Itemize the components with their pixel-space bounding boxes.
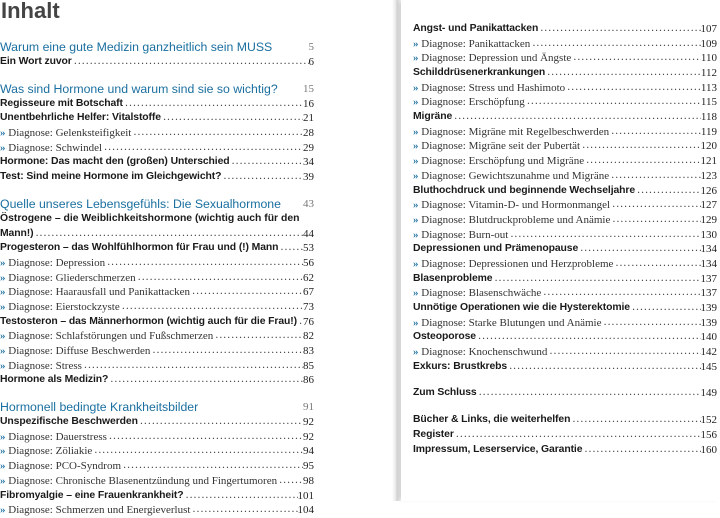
arrow-marker-icon: »: [0, 256, 6, 269]
toc-diagnosis-entry: [413, 257, 717, 272]
entry-title: Progesteron – das Wohlfühlhormon für Frau und (!) Mann: [0, 242, 279, 254]
entry-title: Bücher & Links, die weiterhelfen: [413, 414, 571, 426]
entry-title-text: Diagnose: Haarausfall und Panikattacken: [8, 286, 190, 299]
toc-diagnosis-entry: [413, 37, 717, 52]
section-title: Quelle unseres Lebensgefühls: Die Sexualhormone: [0, 196, 281, 211]
toc-diagnosis-entry: [0, 285, 314, 300]
entry-title: [413, 51, 571, 66]
toc-entry: [413, 66, 717, 81]
entry-page-number: 85: [303, 359, 314, 372]
arrow-marker-icon: »: [413, 316, 419, 329]
section-title: Hormonell bedingte Krankheitsbilder: [0, 400, 199, 415]
entry-title-text: Diagnose: Zöliakie: [8, 445, 93, 458]
toc-diagnosis-entry: [413, 154, 717, 169]
dot-leader: [72, 55, 309, 70]
entry-title: [0, 474, 277, 489]
toc-entry: [0, 415, 314, 430]
toc-entry: [413, 272, 717, 287]
section-page-number: 5: [308, 41, 314, 53]
entry-title: [0, 256, 105, 271]
entry-title-text: Diagnose: Schmerzen und Energieverlust: [8, 504, 191, 517]
entry-page-number: 137: [700, 272, 717, 285]
entry-page-number: 139: [700, 302, 717, 315]
entry-title-text: Diagnose: Depression: [8, 256, 106, 269]
entry-page-number: 139: [700, 316, 717, 329]
entry-page-number: 83: [303, 345, 314, 357]
toc-diagnosis-entry: [0, 474, 314, 489]
entry-title: Blasenprobleme: [413, 272, 493, 284]
entry-page-number: 109: [700, 37, 717, 50]
dot-leader: [613, 257, 700, 272]
toc-diagnosis-entry: [0, 126, 314, 141]
entry-title: [413, 345, 547, 360]
arrow-marker-icon: »: [413, 52, 419, 65]
section-spacer: [413, 375, 717, 387]
toc-diagnosis-entry: [413, 51, 717, 66]
entry-title: Angst- und Panikattacken: [413, 22, 539, 34]
dot-leader: [190, 503, 297, 518]
toc-entry: [413, 360, 717, 375]
entry-title: Impressum, Leserservice, Garantie: [413, 443, 583, 455]
entry-title: Register: [413, 428, 454, 440]
toc-diagnosis-entry: [413, 316, 717, 331]
dot-leader: [530, 37, 700, 52]
dot-leader: [105, 256, 303, 271]
entry-title: Ein Wort zuvor: [0, 55, 72, 67]
arrow-marker-icon: »: [0, 345, 6, 357]
entry-title-text: Diagnose: Chronische Blasenentzündung und Fingertumoren: [8, 474, 278, 487]
toc-diagnosis-entry: [413, 286, 717, 301]
entry-page-number: 73: [303, 300, 314, 313]
dot-leader: [123, 97, 303, 112]
entry-page-number: 115: [700, 96, 717, 109]
arrow-marker-icon: »: [413, 199, 419, 212]
entry-page-number: 152: [700, 414, 717, 427]
entry-page-number: 112: [700, 67, 717, 80]
entry-title: [413, 154, 584, 169]
entry-title-text: Diagnose: Panikattacken: [421, 37, 531, 50]
dot-leader: [33, 227, 303, 242]
entry-title: Testosteron – das Männerhormon (wichtig auch für die Frau!): [0, 315, 297, 327]
entry-title: [0, 344, 150, 359]
entry-page-number: 156: [700, 428, 717, 441]
entry-title-text: Diagnose: Eierstockzyste: [8, 300, 120, 313]
toc-left-column: [0, 40, 314, 518]
dot-leader: [545, 66, 701, 81]
arrow-marker-icon: »: [0, 141, 6, 154]
entry-title: [413, 286, 541, 301]
entry-page-number: 123: [700, 169, 717, 182]
entry-page-number: 62: [303, 271, 314, 284]
entry-title-text: Diagnose: Gewichtszunahme und Migräne: [421, 169, 610, 182]
entry-page-number: 82: [303, 330, 314, 343]
entry-title: Unspezifische Beschwerden: [0, 416, 138, 428]
arrow-marker-icon: »: [0, 286, 6, 299]
dot-leader: [150, 344, 303, 359]
toc-diagnosis-entry: [0, 430, 314, 445]
entry-title: Schilddrüsenerkrankungen: [413, 67, 546, 79]
toc-diagnosis-entry: [413, 198, 717, 213]
dot-leader: [120, 300, 303, 315]
toc-right-column: [413, 22, 717, 457]
arrow-marker-icon: »: [0, 460, 6, 473]
entry-title: [413, 198, 610, 213]
entry-title-text: Diagnose: Erschöpfung: [421, 96, 525, 109]
entry-page-number: 121: [700, 155, 717, 168]
entry-title-text: Diagnose: Gelenksteifigkeit: [8, 127, 132, 140]
entry-page-number: 120: [700, 140, 717, 153]
entry-page-number: 119: [700, 125, 717, 138]
right-page: [401, 0, 720, 501]
dot-leader: [82, 359, 303, 374]
dot-leader: [107, 430, 303, 445]
entry-page-number: 129: [700, 213, 717, 226]
entry-page-number: 130: [700, 228, 717, 241]
section-spacer: [0, 70, 314, 82]
dot-leader: [108, 373, 303, 388]
toc-entry: [413, 22, 717, 37]
dot-leader: [538, 22, 700, 37]
entry-page-number: 134: [700, 257, 717, 270]
toc-section-heading: [0, 82, 314, 96]
entry-page-number: 44: [303, 227, 314, 240]
dot-leader: [477, 387, 701, 402]
toc-entry: [413, 413, 717, 428]
toc-entry: [413, 242, 717, 257]
entry-page-number: 6: [308, 55, 314, 68]
entry-page-number: 92: [303, 430, 314, 443]
dot-leader: [508, 228, 700, 243]
entry-title: [413, 228, 508, 243]
dot-leader: [547, 345, 700, 360]
entry-title-text: Diagnose: Knochenschwund: [421, 346, 548, 359]
entry-page-number: 142: [700, 346, 717, 359]
entry-page-number: 76: [303, 315, 314, 328]
entry-title: [413, 316, 602, 331]
dot-leader: [161, 111, 303, 126]
entry-page-number: 34: [303, 156, 314, 169]
dot-leader: [570, 413, 700, 428]
entry-title: [413, 95, 525, 110]
toc-entry: [413, 301, 717, 316]
arrow-marker-icon: »: [0, 330, 6, 343]
entry-page-number: 127: [700, 199, 717, 212]
arrow-marker-icon: »: [413, 346, 419, 359]
arrow-marker-icon: »: [413, 125, 419, 138]
entry-page-number: 149: [700, 387, 717, 400]
arrow-marker-icon: »: [413, 96, 419, 109]
toc-diagnosis-entry: [413, 228, 717, 243]
entry-page-number: 118: [700, 111, 717, 124]
toc-diagnosis-entry: [0, 329, 314, 344]
entry-title-text: Diagnose: Blasenschwäche: [421, 287, 542, 300]
toc-entry: [413, 184, 717, 199]
entry-page-number: 92: [303, 416, 314, 429]
page-title: Inhalt: [1, 0, 60, 23]
entry-title-text: Diagnose: Schlafstörungen und Fußschmerzen: [8, 330, 214, 343]
arrow-marker-icon: »: [413, 169, 419, 182]
dot-leader: [131, 126, 303, 141]
arrow-marker-icon: »: [413, 140, 419, 153]
toc-entry: [0, 111, 314, 126]
toc-diagnosis-entry: [413, 345, 717, 360]
entry-title-continued: Mann!): [0, 227, 34, 239]
entry-title-text: Diagnose: Blutdruckprobleme und Anämie: [421, 213, 611, 226]
entry-title: [413, 37, 530, 52]
entry-title: [0, 329, 213, 344]
entry-page-number: 104: [297, 504, 314, 517]
entry-page-number: 16: [303, 97, 314, 110]
entry-title-text: Diagnose: Starke Blutungen und Anämie: [421, 316, 602, 329]
entry-title: Depressionen und Prämenopause: [413, 243, 579, 255]
entry-title: [0, 141, 102, 156]
toc-diagnosis-entry: [413, 140, 717, 155]
entry-title: [0, 444, 92, 459]
entry-title-text: Diagnose: Gliederschmerzen: [8, 271, 136, 284]
entry-title: [0, 359, 82, 374]
entry-page-number: 101: [297, 489, 314, 502]
section-spacer: [0, 388, 314, 400]
dot-leader: [454, 428, 701, 443]
entry-page-number: 86: [303, 374, 314, 387]
toc-entry: [0, 170, 314, 185]
dot-leader: [278, 241, 303, 256]
entry-title: [0, 300, 120, 315]
arrow-marker-icon: »: [0, 445, 6, 458]
arrow-marker-icon: »: [0, 300, 6, 313]
toc-diagnosis-entry: [0, 359, 314, 374]
dot-leader: [602, 316, 701, 331]
section-page-number: 15: [303, 82, 314, 95]
entry-title-text: Diagnose: Depressionen und Herzprobleme: [421, 257, 614, 270]
toc-diagnosis-entry: [413, 213, 717, 228]
toc-entry: [0, 97, 314, 112]
toc-diagnosis-entry: [0, 444, 314, 459]
toc-entry: [0, 155, 314, 170]
entry-title: Fibromyalgie – eine Frauenkrankheit?: [0, 489, 184, 501]
dot-leader: [507, 360, 700, 375]
dot-leader: [578, 242, 700, 257]
entry-page-number: 110: [700, 52, 717, 65]
dot-leader: [230, 155, 303, 170]
dot-leader: [610, 213, 700, 228]
entry-title-text: Diagnose: Diffuse Beschwerden: [8, 345, 151, 357]
dot-leader: [565, 81, 701, 96]
entry-title-text: Diagnose: Burn-out: [421, 228, 509, 241]
dot-leader: [92, 444, 303, 459]
dot-leader: [541, 286, 700, 301]
entry-page-number: 94: [303, 445, 314, 458]
toc-entry: [413, 428, 717, 443]
entry-title: Test: Sind meine Hormone im Gleichgewicht?: [0, 171, 222, 183]
dot-leader: [190, 285, 303, 300]
section-page-number: 91: [303, 401, 314, 414]
toc-diagnosis-entry: [0, 459, 314, 474]
entry-title-text: Diagnose: Erschöpfung und Migräne: [421, 155, 585, 168]
entry-title: [0, 126, 131, 141]
entry-page-number: 53: [303, 242, 314, 255]
entry-title: Unnötige Operationen wie die Hysterektomie: [413, 302, 630, 314]
dot-leader: [584, 154, 700, 169]
dot-leader: [525, 95, 701, 110]
toc-entry: [0, 373, 314, 388]
arrow-marker-icon: »: [0, 474, 6, 487]
entry-title-text: Diagnose: Dauerstress: [8, 430, 107, 443]
entry-title: [413, 81, 565, 96]
entry-page-number: 56: [303, 256, 314, 269]
section-spacer: [413, 401, 717, 413]
entry-title: Hormone: Das macht den (großen) Unterschied: [0, 156, 230, 168]
toc-section-heading: [0, 40, 314, 54]
entry-page-number: 145: [700, 360, 717, 373]
entry-title: [413, 125, 609, 140]
entry-page-number: 28: [303, 127, 314, 140]
arrow-marker-icon: »: [413, 257, 419, 270]
entry-title: Zum Schluss: [413, 387, 477, 399]
arrow-marker-icon: »: [413, 213, 419, 226]
entry-title: Osteoporose: [413, 331, 476, 343]
dot-leader: [610, 198, 700, 213]
dot-leader: [136, 271, 303, 286]
toc-entry: [0, 55, 314, 70]
entry-title-text: Diagnose: Depression und Ängste: [421, 52, 572, 65]
entry-title: [0, 285, 190, 300]
arrow-marker-icon: »: [413, 81, 419, 94]
entry-page-number: 107: [700, 22, 717, 35]
section-title: Warum eine gute Medizin ganzheitlich sein MUSS: [0, 40, 273, 54]
entry-page-number: 67: [303, 286, 314, 299]
toc-section-heading: [0, 197, 314, 211]
entry-title-text: Diagnose: Schwindel: [8, 141, 103, 154]
entry-page-number: 29: [303, 141, 314, 154]
dot-leader: [102, 141, 303, 156]
entry-title-text: Diagnose: Vitamin-D- und Hormonmangel: [421, 199, 611, 212]
entry-title: [413, 257, 613, 272]
section-spacer: [0, 185, 314, 197]
toc-diagnosis-entry: [0, 300, 314, 315]
toc-diagnosis-entry: [0, 141, 314, 156]
toc-entry: [0, 241, 314, 256]
dot-leader: [277, 474, 303, 489]
entry-title-text: Diagnose: Stress: [8, 359, 82, 372]
dot-leader: [635, 184, 700, 199]
toc-entry: [0, 212, 314, 241]
arrow-marker-icon: »: [413, 155, 419, 168]
arrow-marker-icon: »: [0, 359, 6, 372]
entry-title-text: Diagnose: Migräne seit der Pubertät: [421, 140, 581, 153]
toc-diagnosis-entry: [0, 271, 314, 286]
entry-page-number: 39: [303, 171, 314, 184]
dot-leader: [184, 489, 298, 504]
entry-title: Bluthochdruck und beginnende Wechseljahre: [413, 184, 636, 196]
toc-diagnosis-entry: [0, 503, 314, 518]
arrow-marker-icon: »: [0, 504, 6, 517]
toc-diagnosis-entry: [413, 125, 717, 140]
arrow-marker-icon: »: [413, 37, 419, 50]
entry-page-number: 126: [700, 184, 717, 197]
entry-page-number: 113: [700, 81, 717, 94]
dot-leader: [121, 459, 303, 474]
arrow-marker-icon: »: [0, 430, 6, 443]
dot-leader: [609, 169, 700, 184]
entry-continuation: [0, 227, 314, 242]
entry-title: [413, 140, 580, 155]
book-gutter: [392, 0, 401, 501]
dot-leader: [221, 170, 303, 185]
arrow-marker-icon: »: [0, 127, 6, 140]
entry-title-text: Diagnose: PCO-Syndrom: [8, 460, 121, 473]
dot-leader: [452, 110, 701, 125]
entry-title: [0, 430, 107, 445]
entry-title: [413, 213, 610, 228]
toc-entry: [413, 330, 717, 345]
section-page-number: 43: [303, 197, 314, 210]
toc-entry: [0, 315, 314, 330]
dot-leader: [476, 330, 701, 345]
dot-leader: [580, 140, 700, 155]
entry-page-number: 95: [303, 460, 314, 473]
arrow-marker-icon: »: [0, 271, 6, 284]
entry-title: [0, 503, 190, 518]
dot-leader: [630, 301, 701, 316]
dot-leader: [213, 329, 303, 344]
toc-section-heading: [0, 400, 314, 414]
entry-title: [413, 169, 609, 184]
toc-entry: [413, 387, 717, 402]
toc-diagnosis-entry: [413, 81, 717, 96]
entry-title: Hormone als Medizin?: [0, 374, 109, 386]
toc-entry: [0, 489, 314, 504]
entry-title: Östrogene – die Weiblichkeitshormone (wichtig auch für den: [0, 212, 300, 224]
arrow-marker-icon: »: [413, 287, 419, 300]
dot-leader: [582, 443, 700, 458]
toc-entry: [413, 110, 717, 125]
dot-leader: [492, 272, 700, 287]
entry-title: [0, 271, 136, 286]
entry-page-number: 137: [700, 287, 717, 300]
entry-page-number: 134: [700, 243, 717, 256]
toc-diagnosis-entry: [0, 344, 314, 359]
dot-leader: [609, 125, 701, 140]
entry-page-number: 21: [303, 112, 314, 125]
entry-title: Unentbehrliche Helfer: Vitalstoffe: [0, 112, 161, 124]
entry-title-text: Diagnose: Migräne mit Regelbeschwerden: [421, 125, 610, 138]
toc-diagnosis-entry: [0, 256, 314, 271]
arrow-marker-icon: »: [413, 228, 419, 241]
dot-leader: [571, 51, 701, 66]
entry-page-number: 160: [700, 443, 717, 456]
entry-page-number: 140: [700, 331, 717, 344]
entry-title: Migräne: [413, 111, 453, 123]
toc-diagnosis-entry: [413, 95, 717, 110]
entry-title-text: Diagnose: Stress und Hashimoto: [421, 81, 566, 94]
entry-title: Regisseure mit Botschaft: [0, 97, 123, 109]
dot-leader: [138, 415, 303, 430]
entry-title: Exkurs: Brustkrebs: [413, 360, 508, 372]
toc-diagnosis-entry: [413, 169, 717, 184]
section-title: Was sind Hormone und warum sind sie so wichtig?: [0, 81, 278, 96]
toc-entry: [413, 443, 717, 458]
entry-title: [0, 459, 121, 474]
entry-page-number: 98: [303, 474, 314, 487]
